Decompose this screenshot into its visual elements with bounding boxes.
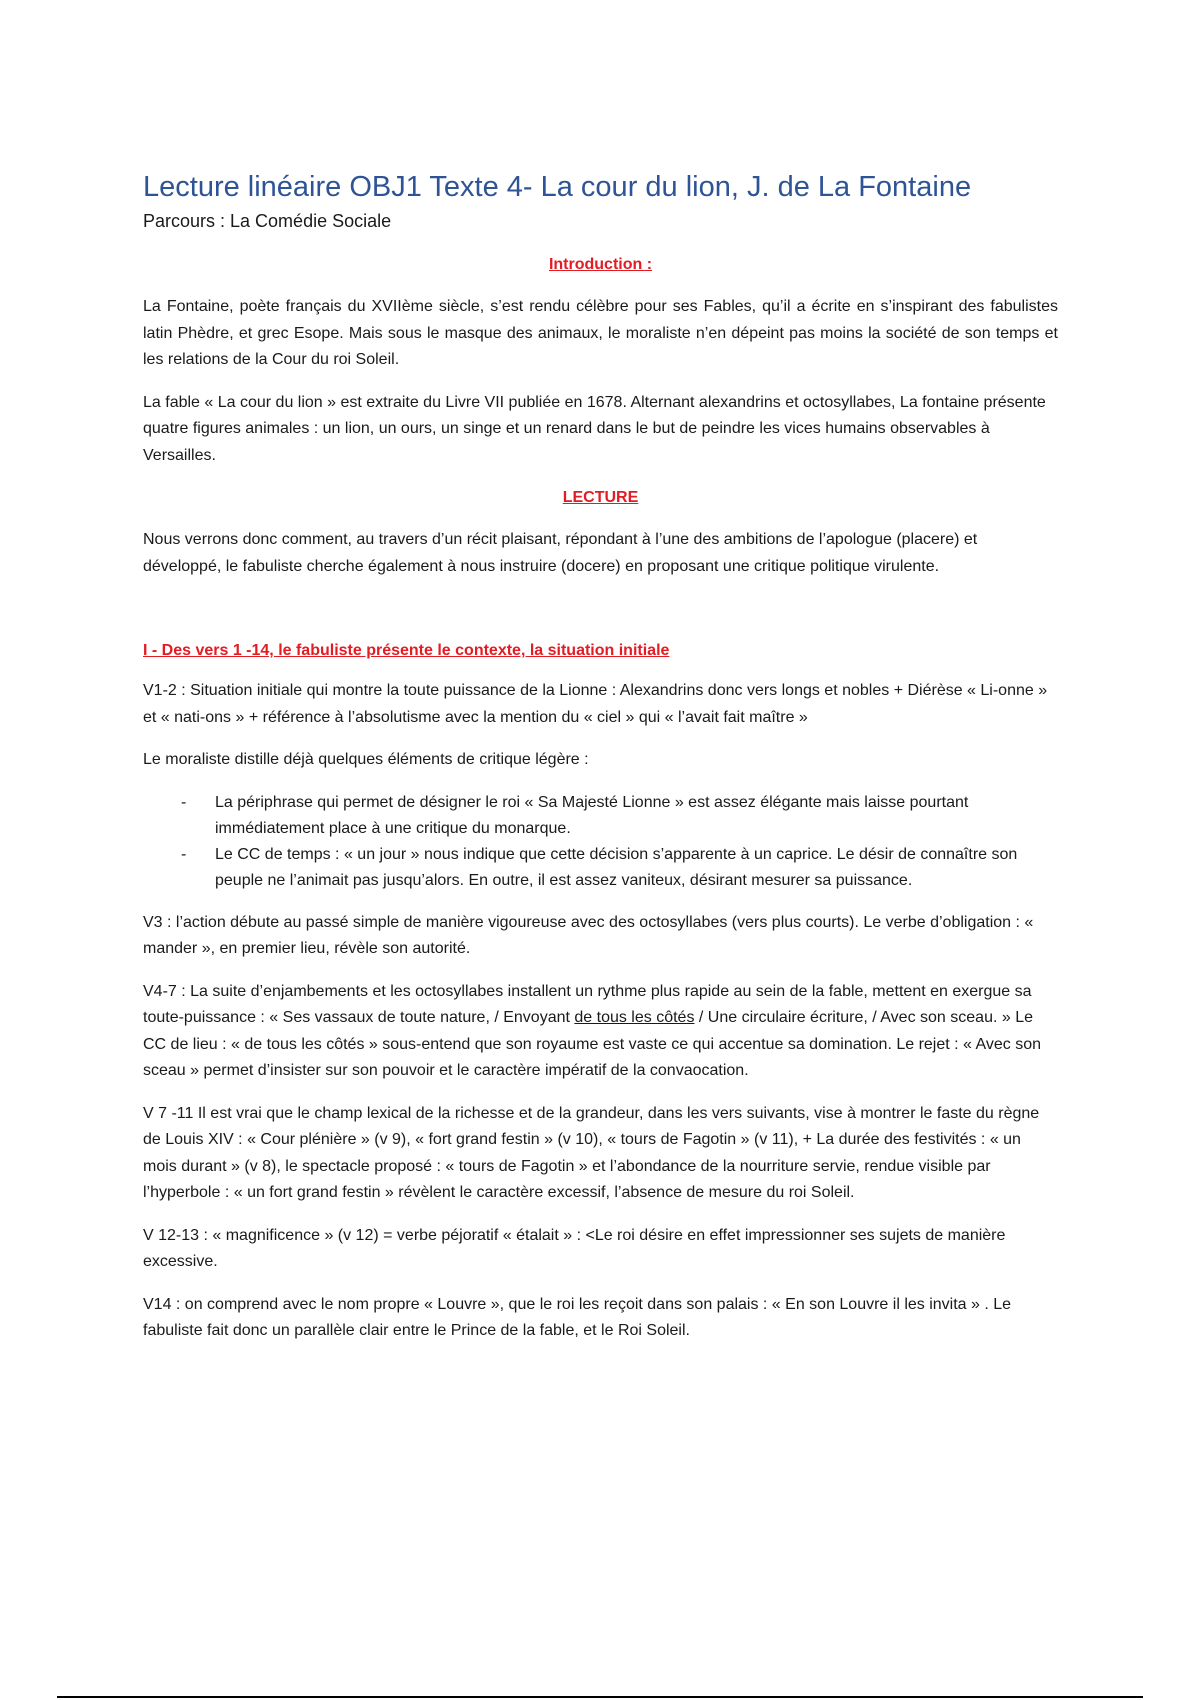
introduction-heading: Introduction : bbox=[548, 256, 653, 273]
page-bottom-rule bbox=[57, 1696, 1143, 1698]
v3-paragraph: V3 : l’action débute au passé simple de manière vigoureuse avec des octosyllabes (vers plus courts). Le verbe d’obligation : « mander », en premier lieu, révèle son autorité. bbox=[143, 913, 1034, 957]
part-1-heading: I - Des vers 1 -14, le fabuliste présente le contexte, la situation initiale bbox=[143, 642, 670, 659]
intro-paragraph-2: La fable « La cour du lion » est extraite du Livre VII publiée en 1678. Alternant alexandrins et octosyllabes, La fontaine présente quatre figures animales : un lion, un ours, un singe et un renard dans le but de peindre les vices humains observables à Versailles. bbox=[143, 393, 1046, 464]
intro-paragraph-1: La Fontaine, poète français du XVIIème siècle, s’est rendu célèbre pour ses Fables, qu’il a écrite en s’inspirant des fabulistes latin Phèdre, et grec Esope. Mais sous le masque des animaux, le moraliste n’en dépeint pas moins la société de son temps et les relations de la Cour du roi Soleil. bbox=[143, 298, 1058, 368]
v4-7-underlined-text: de tous les côtés bbox=[574, 1009, 695, 1026]
v7-11-paragraph: V 7 -11 Il est vrai que le champ lexical de la richesse et de la grandeur, dans les vers suivants, vise à montrer le faste du règne de Louis XIV : « Cour plénière » (v 9), « fort grand festin » (v 10), « tours de Fagotin » (v 11), + La durée des festivités : « un mois durant » (v 8), le spectacle proposé : « tours de Fagotin » et l’abondance de la nourriture servie, rendue visible par l’hyperbole : « un fort grand festin » révèlent le caractère excessif, l’absence de mesure du roi Soleil. bbox=[143, 1104, 1040, 1201]
critique-list bbox=[143, 790, 1058, 894]
document-page bbox=[143, 168, 1058, 1345]
document-title: Lecture linéaire OBJ1 Texte 4- La cour du lion, J. de La Fontaine bbox=[143, 171, 972, 203]
list-item-text: Le CC de temps : « un jour » nous indique que cette décision s’apparente à un caprice. Le désir de connaître son peuple ne l’animait pas jusqu’alors. En outre, il est assez vaniteux, désirant mesurer sa puissance. bbox=[215, 845, 1018, 889]
critique-intro-paragraph: Le moraliste distille déjà quelques éléments de critique légère : bbox=[143, 751, 589, 768]
bullet-dash: - bbox=[181, 845, 187, 863]
list-item bbox=[143, 842, 1058, 894]
list-item bbox=[143, 790, 1058, 842]
v4-7-text-start: V4-7 : La suite d’enjambements et les octosyllabes installent un rythme plus rapide au sein de la fable, mettent en exergue sa toute-puissance : « Ses vassaux de toute nature, / Envoyant bbox=[143, 982, 1032, 1026]
lecture-heading: LECTURE bbox=[562, 489, 639, 506]
document-subtitle: Parcours : La Comédie Sociale bbox=[143, 211, 392, 231]
v12-13-paragraph: V 12-13 : « magnificence » (v 12) = verbe péjoratif « étalait » : <Le roi désire en effet impressionner ses sujets de manière excessive. bbox=[143, 1226, 1006, 1270]
v4-7-paragraph bbox=[143, 979, 1058, 1085]
v14-paragraph: V14 : on comprend avec le nom propre « Louvre », que le roi les reçoit dans son palais : « En son Louvre il les invita » . Le fabuliste fait donc un parallèle clair entre le Prince de la fable, et le Roi Soleil. bbox=[143, 1295, 1012, 1339]
bullet-dash: - bbox=[181, 793, 187, 811]
problematic-paragraph: Nous verrons donc comment, au travers d’un récit plaisant, répondant à l’une des ambitions de l’apologue (placere) et développé, le fabuliste cherche également à nous instruire (docere) en proposant une critique politique virulente. bbox=[143, 531, 978, 575]
v4-7-text-end: / Une circulaire écriture, / Avec son sceau. » Le CC de lieu : « de tous les côtés » sous-entend que son royaume est vaste ce qui accentue sa domination. Le rejet : « Avec son sceau » permet d’insister sur son pouvoir et le caractère impératif de la convaocation. bbox=[143, 1009, 1042, 1079]
list-item-text: La périphrase qui permet de désigner le roi « Sa Majesté Lionne » est assez élégante mais laisse pourtant immédiatement place à une critique du monarque. bbox=[215, 793, 969, 837]
v1-2-paragraph: V1-2 : Situation initiale qui montre la toute puissance de la Lionne : Alexandrins donc vers longs et nobles + Diérèse « Li-onne » et « nati-ons » + référence à l’absolutisme avec la mention du « ciel » qui « l’avait fait maître » bbox=[143, 682, 1048, 726]
